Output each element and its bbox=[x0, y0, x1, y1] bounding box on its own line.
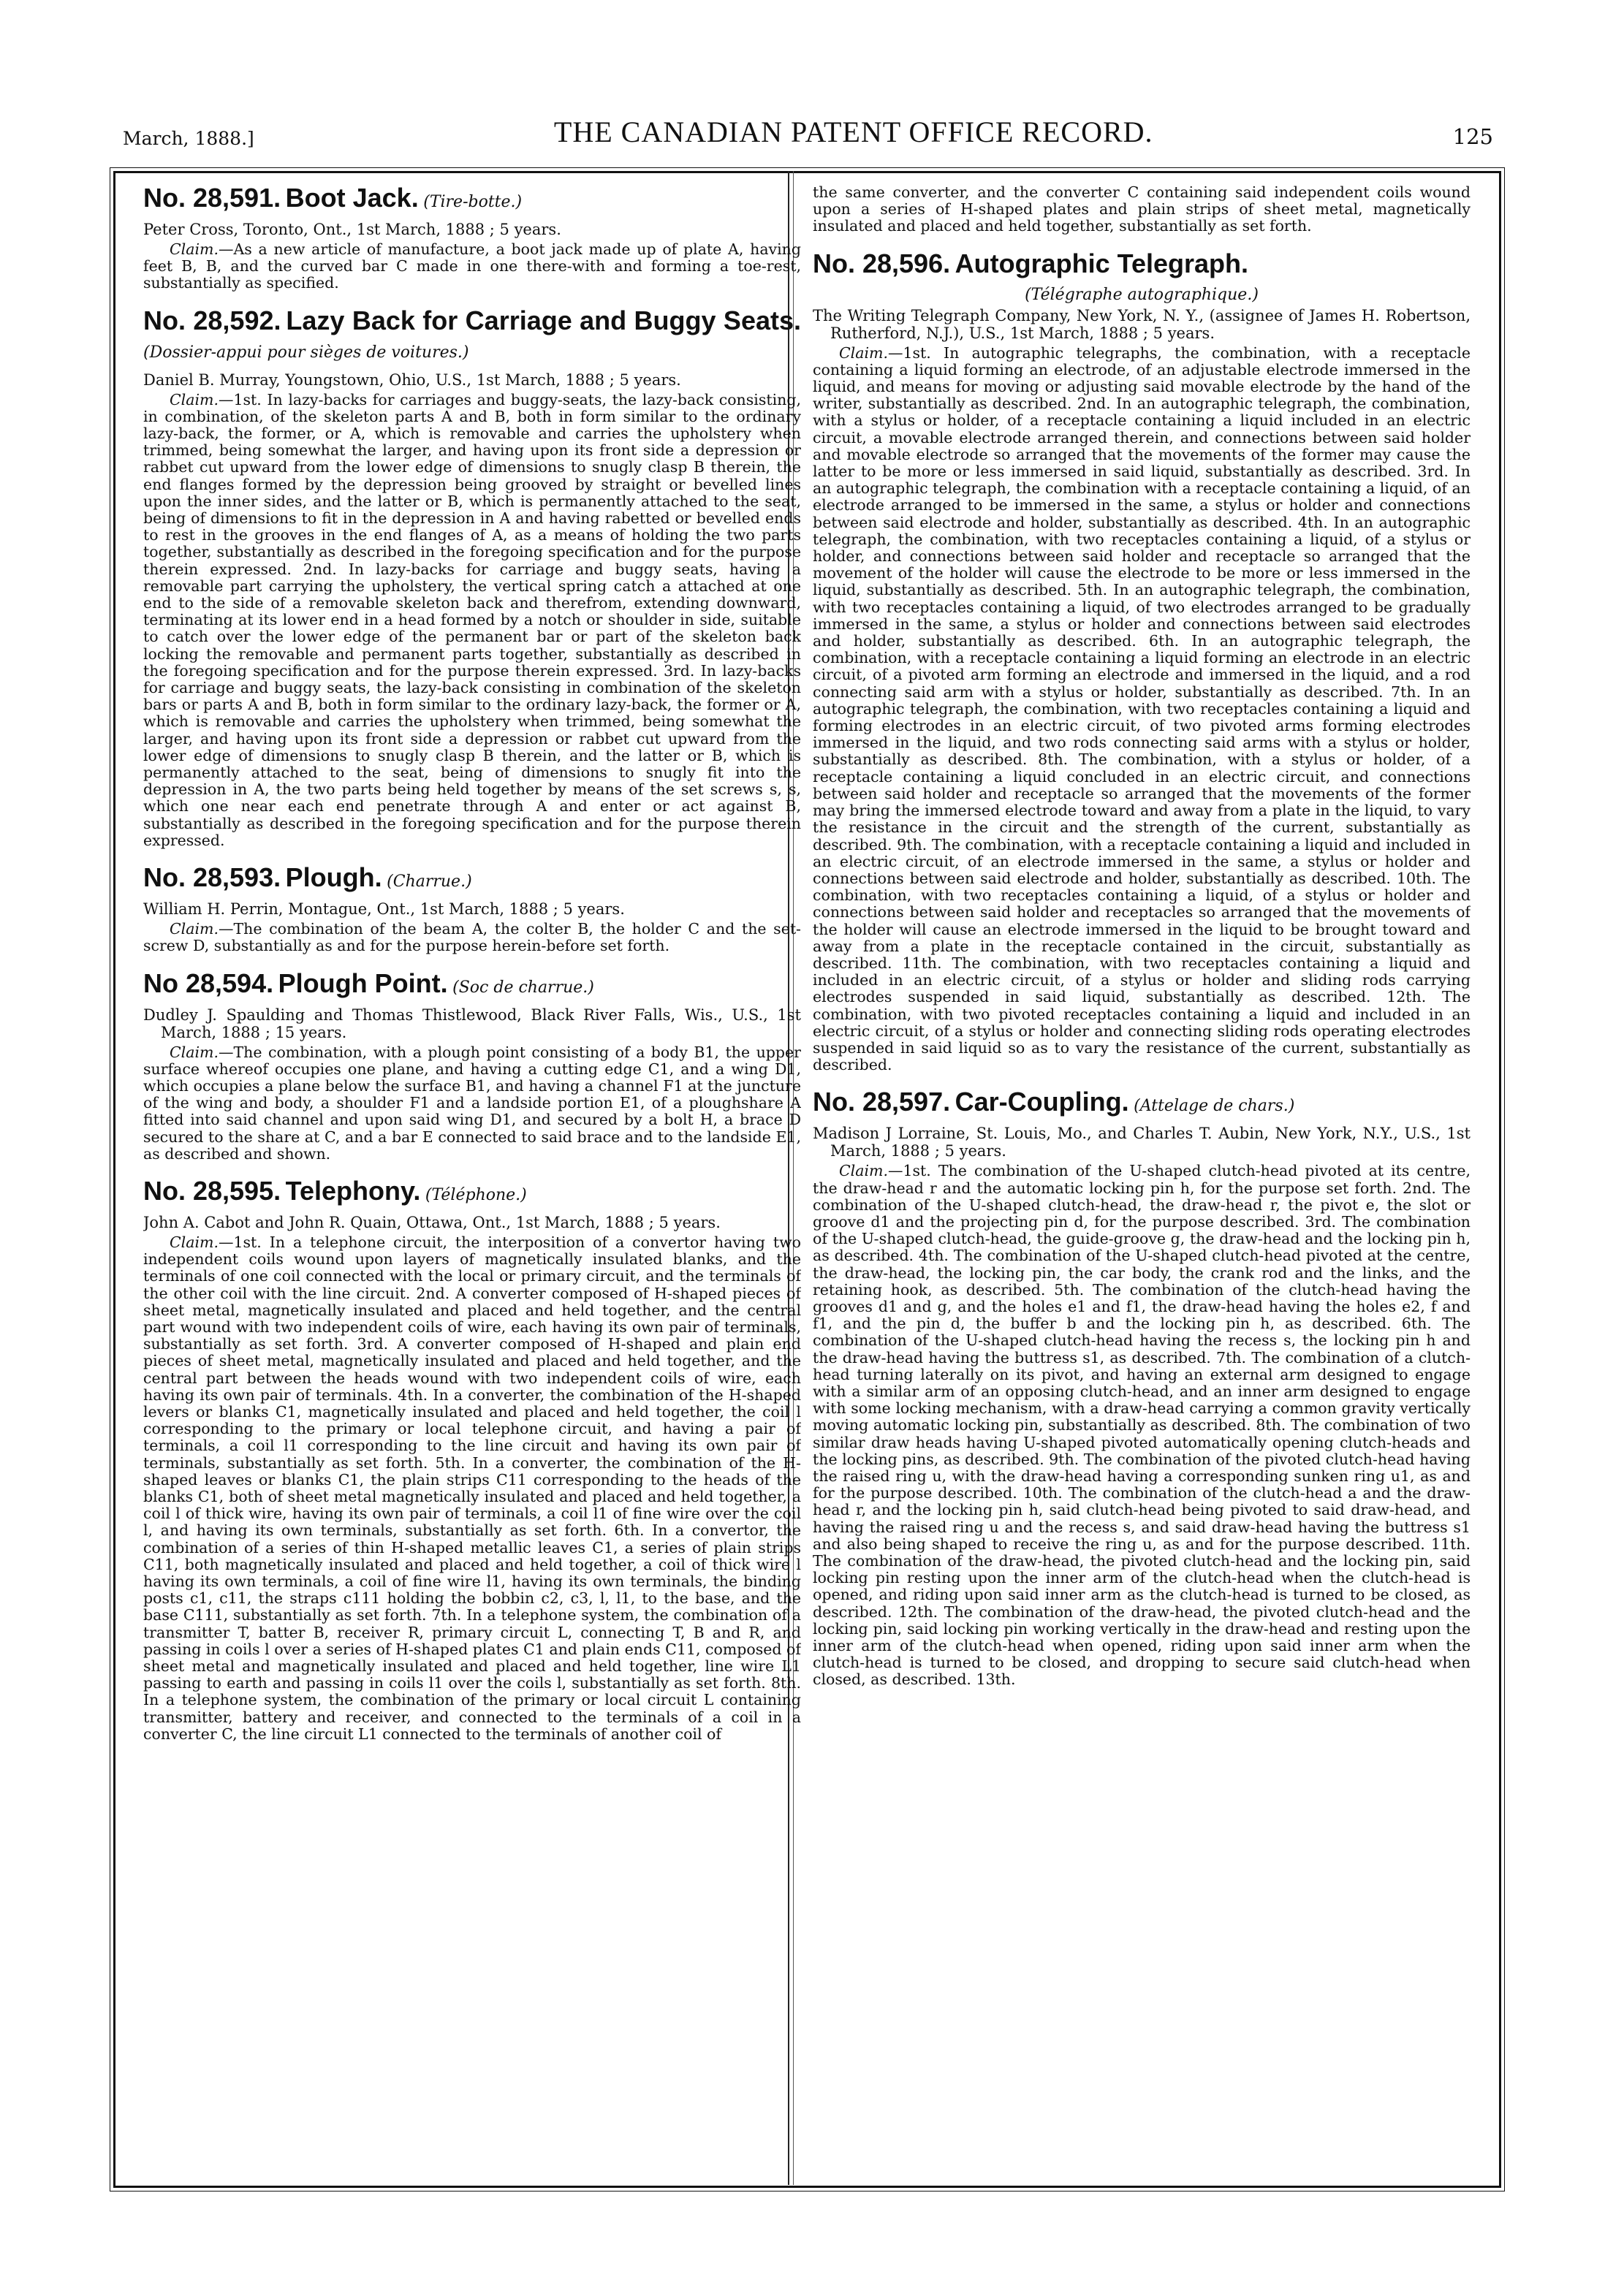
patent-heading bbox=[143, 307, 801, 367]
claim-text: —1st. In a telephone circuit, the interposition of a convertor having two independent coils wound upon layers of magnetically insulated blanks, and the terminals of one coil connected with the local or primary circuit, and the terminals of the other coil with the line circuit. 2nd. A converter composed of H-shaped pieces of sheet metal, magnetically insulated and placed and held together, and the central part wound with two independent coils of wire, each having its own pair of terminals, substantially as set forth. 3rd. A converter composed of H-shaped and plain end pieces of sheet metal, magnetically insulated and placed and held together, and the central part between the heads wound with two independent coils of wire, each having its own pair of terminals. 4th. In a converter, the combination of the H-shaped levers or blanks C1, magnetically insulated and placed and held together, the coil l corresponding to the primary or local telephone circuit, and having a pair of terminals, a coil l1 corresponding to the line circuit and having its own pair of terminals, substantially as set forth. 5th. In a converter, the combination of the H-shaped leaves or blanks C1, the plain strips C11 corresponding to the heads of the blanks C1, both of sheet metal magnetically insulated and placed and held together, a coil l of thick wire, having its own pair of terminals, a coil l1 of fine wire over the coil l, and having its own terminals, substantially as set forth. 6th. In a convertor, the combination of a series of thin H-shaped metallic leaves C1, a series of plain strips C11, both magnetically insulated and placed and held together, a coil of thick wire l having its own terminals, a coil of fine wire l1, having its own terminals, the binding posts c1, c11, the straps c111 holding the bobbin c2, c3, l, l1, to the base, and the base C111, substantially as set forth. 7th. In a telephone system, the combination of a transmitter T, batter B, receiver R, primary circuit L, connecting T, B and R, and passing in coils l over a series of H-shaped plates C1 and plain ends C11, composed of sheet metal and magnetically insulated and placed and held together, line wire L1 passing to earth and passing in coils l1 over the coils l, substantially as set forth. 8th. In a telephone system, the combination of the primary or local circuit L containing transmitter, battery and receiver, and connected to the terminals of a coil in a converter C, the line circuit L1 connected to the terminals of another coil of bbox=[143, 1233, 801, 1743]
patent-title: Car-Coupling. bbox=[955, 1087, 1129, 1117]
patent-french-title: (Télégraphe autographique.) bbox=[1025, 285, 1259, 304]
patent-title: Autographic Telegraph. bbox=[955, 248, 1249, 278]
patent-number: No 28,594. bbox=[143, 968, 274, 998]
patent-number: No. 28,596. bbox=[813, 248, 951, 278]
patent-title: Plough Point. bbox=[278, 968, 448, 998]
patent-claim bbox=[813, 1163, 1471, 1688]
patent-title: Plough. bbox=[285, 862, 382, 893]
claim-label: Claim. bbox=[170, 240, 219, 258]
patent-inventor: Dudley J. Spaulding and Thomas Thistlewood, Black River Falls, Wis., U.S., 1st March, 1888 ; 15 years. bbox=[143, 1006, 801, 1041]
claim-label: Claim. bbox=[839, 1162, 888, 1180]
patent-title: Telephony. bbox=[285, 1175, 421, 1206]
patent-title: Boot Jack. bbox=[285, 184, 419, 213]
patent-entry bbox=[143, 307, 801, 849]
patent-claim bbox=[143, 1234, 801, 1743]
claim-text: —The combination, with a plough point consisting of a body B1, the upper surface whereof occupies one plane, and having a cutting edge C1, and a wing D1, which occupies a plane below the surface B1, and having a channel F1 at the juncture of the wing and body, a shoulder F1 and a landside portion E1, of a ploughshare A fitted into said channel and upon said wing D1, and secured by a bolt H, a brace D secured to the share at C, and a bar E connected to said brace and to the landside E1, as described and shown. bbox=[143, 1043, 801, 1163]
patent-number: No. 28,593. bbox=[143, 862, 281, 893]
publication-title: THE CANADIAN PATENT OFFICE RECORD. bbox=[553, 115, 1153, 148]
patent-title: Lazy Back for Carriage and Buggy Seats. bbox=[286, 305, 801, 335]
claim-text: —The combination of the beam A, the colter B, the holder C and the set-screw D, substantially as and for the purpose herein-before set forth. bbox=[143, 920, 801, 955]
patent-inventor: Madison J Lorraine, St. Louis, Mo., and Charles T. Aubin, New York, N.Y., U.S., 1st March, 1888 ; 5 years. bbox=[813, 1125, 1471, 1160]
patent-entry bbox=[143, 1177, 801, 1743]
claim-text: —1st. The combination of the U-shaped clutch-head pivoted at its centre, the draw-head r and the automatic locking pin h, for the purpose set forth. 2nd. The combination of the U-shaped clutch-head, the draw-head r, the pivot e, the slot or groove d1 and the projecting pin d, for the purpose described. 3rd. The combination of the U-shaped clutch-head, the guide-groove g, the draw-head and the locking pin h, as described. 4th. The combination of the U-shaped clutch-head pivoted at the centre, the draw-head, the locking pin, the car body, the crank rod and the links, and the retaining hook, as described. 5th. The combination of the clutch-head having the grooves d1 and g, and the holes e1 and f1, the draw-head having the holes e2, f and f1, and the pin d, the buffer b and the locking pin h, as described. 6th. The combination of the U-shaped clutch-head having the recess s, the locking pin h and the draw-head having the buttress s1, as described. 7th. The combination of a clutch-head turning laterally on its pivot, and having an external arm designed to engage with a similar arm of an opposing clutch-head, and an inner arm designed to engage with some locking mechanism, with a draw-head carrying a common gravity vertically moving automatic locking pin, substantially as described. 8th. The combination of two similar draw heads having U-shaped pivoted automatically opening clutch-heads and the locking pins, as described. 9th. The combination of the pivoted clutch-head having the raised ring u, with the draw-head having a corresponding sunken ring u1, as and for the purpose described. 10th. The combination of the clutch-head a and the draw-head r, and the locking pin h, said clutch-head being pivoted to said draw-head, and having the raised ring u and the recess s, and said draw-head having the buttress s1 and also being shaped to receive the ring u, as and for the purpose described. 11th. The combination of the draw-head, the pivoted clutch-head and the locking pin, said locking pin resting upon the inner arm of the clutch-head when the clutch-head is opened, and riding upon said inner arm as the clutch-head is turned to be closed, as described. 12th. The combination of the draw-head, the pivoted clutch-head and the locking pin, said locking pin working vertically in the draw-head and resting upon the inner arm of the clutch-head when opened, riding upon said inner arm when the clutch-head is turned to be closed, and dropping to secure said clutch-head when closed, as described. 13th. bbox=[813, 1162, 1471, 1689]
patent-claim bbox=[143, 921, 801, 954]
patent-entry bbox=[813, 1088, 1471, 1688]
patent-heading bbox=[143, 970, 801, 1002]
claim-label: Claim. bbox=[839, 343, 888, 362]
patent-heading bbox=[143, 184, 801, 216]
patent-heading bbox=[143, 1177, 801, 1209]
patent-number: No. 28,595. bbox=[143, 1175, 281, 1206]
page-header bbox=[123, 107, 1493, 149]
patent-number: No. 28,597. bbox=[813, 1087, 951, 1117]
patent-claim bbox=[143, 1044, 801, 1163]
patent-french-title-line bbox=[813, 286, 1471, 304]
patent-inventor: John A. Cabot and John R. Quain, Ottawa, Ont., 1st March, 1888 ; 5 years. bbox=[143, 1213, 721, 1231]
patent-french-title: (Charrue.) bbox=[387, 873, 472, 892]
claim-label: Claim. bbox=[170, 1233, 219, 1251]
left-column bbox=[143, 184, 801, 2172]
patent-inventor: William H. Perrin, Montague, Ont., 1st March, 1888 ; 5 years. bbox=[143, 900, 625, 919]
patent-number: No. 28,592. bbox=[143, 305, 281, 335]
patent-claim bbox=[143, 392, 801, 849]
patent-entry bbox=[143, 184, 801, 292]
patent-claim bbox=[143, 241, 801, 292]
continued-claim-text: the same converter, and the converter C containing said independent coils wound upon a series of H-shaped plates and plain strips of sheet metal, magnetically insulated and placed and held together, substantially as set forth. bbox=[813, 184, 1471, 235]
patent-french-title: (Dossier-appui pour sièges de voitures.) bbox=[143, 343, 469, 362]
patent-french-title: (Téléphone.) bbox=[425, 1185, 527, 1204]
patent-french-title: (Soc de charrue.) bbox=[452, 978, 594, 997]
claim-label: Claim. bbox=[170, 390, 219, 408]
patent-entry bbox=[813, 250, 1471, 1074]
patent-claim bbox=[813, 345, 1471, 1074]
patent-inventor: Peter Cross, Toronto, Ont., 1st March, 1888 ; 5 years. bbox=[143, 221, 561, 238]
patent-inventor: Daniel B. Murray, Youngstown, Ohio, U.S., 1st March, 1888 ; 5 years. bbox=[143, 370, 681, 389]
page-number: 125 bbox=[1452, 124, 1493, 149]
right-column bbox=[813, 184, 1471, 2172]
claim-text: —As a new article of manufacture, a boot jack made up of plate A, having feet B, B, and the curved bar C made in one there-with and forming a toe-rest, substantially as specified. bbox=[143, 240, 801, 292]
patent-heading bbox=[143, 864, 801, 896]
patent-french-title: (Attelage de chars.) bbox=[1134, 1097, 1295, 1116]
patent-number: No. 28,591. bbox=[143, 184, 281, 213]
patent-french-title: (Tire-botte.) bbox=[423, 193, 523, 211]
patent-entry bbox=[143, 864, 801, 954]
claim-label: Claim. bbox=[170, 920, 219, 938]
claim-label: Claim. bbox=[170, 1043, 219, 1061]
patent-inventor: The Writing Telegraph Company, New York, N. Y., (assignee of James H. Robertson, Rutherford, N.J.), U.S., 1st March, 1888 ; 5 years. bbox=[813, 306, 1471, 342]
issue-date: March, 1888.] bbox=[123, 128, 254, 149]
claim-text: —1st. In autographic telegraphs, the combination, with a receptacle containing a liquid forming an electrode, of an adjustable electrode immersed in the liquid, and means for moving or adjusting said movable electrode by the hand of the writer, substantially as described. 2nd. In an autographic telegraph, the combination, with a stylus or holder, of a receptacle containing a liquid included in an electric circuit, a movable electrode arranged therein, and connections between said holder and movable electrode so arranged that the movements of the former may cause the latter to be more or less immersed in said liquid, substantially as described. 3rd. In an autographic telegraph, the combination with a receptacle containing a liquid, of an electrode arranged to be immersed in the same, a stylus or holder and connections between said electrode and holder, substantially as described. 4th. In an autographic telegraph, the combination, with two receptacles containing a liquid, of a stylus or holder, and connections between said holder and receptacle so arranged that the movement of the holder will cause the electrode to be more or less immersed in the liquid, substantially as described. 5th. In an autographic telegraph, the combination, with two receptacles containing a liquid, of two electrodes arranged to be gradually immersed in the same, a stylus or holder and connections between said electrodes and holder, substantially as described. 6th. In an autographic telegraph, the combination, with a receptacle containing a liquid forming an electrode in an electric circuit, of a pivoted arm forming an electrode and immersed in the liquid, and a rod connecting said arm with a stylus or holder, substantially as described. 7th. In an autographic telegraph, the combination, with two receptacles containing a liquid and forming electrodes in an electric circuit, of two pivoted arms forming electrodes immersed in the liquid, and two rods connecting said arms with a stylus or holder, substantially as described. 8th. The combination, with a stylus or holder, of a receptacle containing a liquid concluded in an electric circuit, and connections between said holder and receptacle so arranged that the movements of the former may bring the immersed electrode toward and away from a plate in the liquid, to vary the resistance in the circuit and the strength of the current, substantially as described. 9th. The combination, with a receptacle containing a liquid and included in an electric circuit, of an electrode immersed in the same, a stylus or holder and connections between said electrode and holder, substantially as described. 10th. The combination, with two receptacles containing a liquid, of a stylus or holder and connections between said holder and receptacles so arranged that the movements of the holder will cause an electrode immersed in the liquid to be brought toward and away from a plate in the receptacle contained in the circuit, substantially as described. 11th. The combination, with two receptacles containing a liquid and included in an electric circuit, of a stylus or holder and sliding rods carrying electrodes suspended in said liquid, substantially as described. 12th. The combination, with two pivoted receptacles containing a liquid and included in an electric circuit, of a stylus or holder and connecting sliding rods operating electrodes suspended in said liquid so as to vary the resistance of the current, substantially as described. bbox=[813, 343, 1471, 1074]
patent-heading bbox=[813, 250, 1471, 281]
patent-entry bbox=[143, 970, 801, 1163]
patent-heading bbox=[813, 1088, 1471, 1120]
claim-text: —1st. In lazy-backs for carriages and buggy-seats, the lazy-back consisting, in combination, of the skeleton parts A and B, both in form similar to the ordinary lazy-back, the former, or A, which is removable and carries the upholstery when trimmed, being somewhat the larger, and having upon its front side a depression or rabbet cut upward from the lower edge of dimensions to snugly clasp B therein, the end flanges formed by the depression being grooved by straight or bevelled lines upon the inner sides, and the latter or B, which is permanently attached to the seat, being of dimensions to fit in the depression in A and having rabetted or bevelled ends to rest in the grooves in the end flanges of A, as a means of holding the two parts together, substantially as described in the foregoing specification and for the purpose therein expressed. 2nd. In lazy-backs for carriage and buggy seats, having a removable part carrying the upholstery, the vertical spring catch a attached at one end to the side of a removable skeleton back and therefrom, extending downward, terminating at its lower end in a head formed by a notch or shoulder in side, suitable to catch over the lower edge of the permanent bar or part of the skeleton back locking the removable and permanent parts together, substantially as described in the foregoing specification and for the purpose therein expressed. 3rd. In lazy-backs for carriage and buggy seats, the lazy-back consisting in combination of the skeleton bars or parts A and B, both in form similar to the ordinary lazy-back, the former or A, which is removable and carries the upholstery when trimmed, being somewhat the larger, and having upon its front side a depression or rabbet cut upward from the lower edge of dimensions to snugly clasp B therein, and the latter or B, which is permanently attached to the seat, being of dimensions to snugly fit into the depression in A, the two parts being held together by means of the set screws s, s, which one near each end penetrate through A and enter or act against B, substantially as described in the foregoing specification and for the purpose therein expressed. bbox=[143, 390, 801, 849]
